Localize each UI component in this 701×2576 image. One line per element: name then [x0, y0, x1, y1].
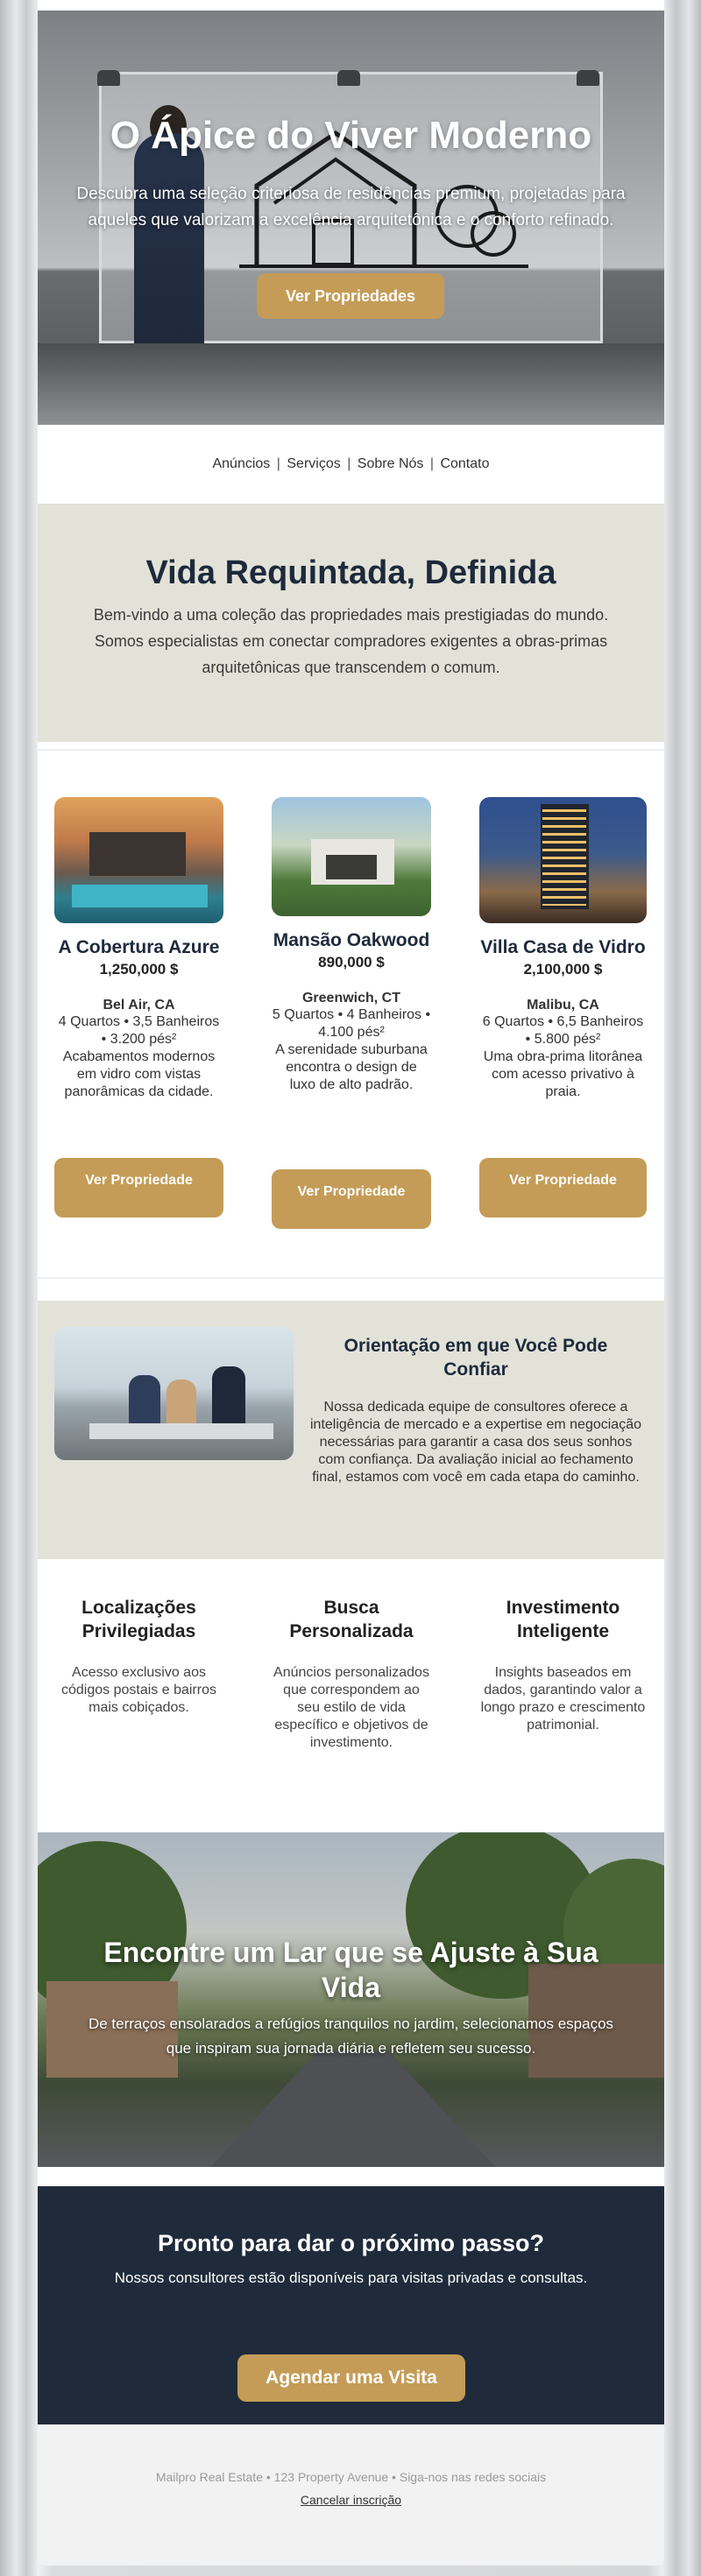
property-location: Malibu, CA: [527, 998, 599, 1013]
property-details: 4 Quartos • 3,5 Banheiros • 3.200 pés²: [58, 1014, 220, 1047]
nav-link-about[interactable]: Sobre Nós: [357, 456, 424, 471]
footer: [38, 2424, 664, 2565]
property-card: [479, 797, 647, 1188]
cta-section: [38, 2186, 664, 2424]
property-location: Bel Air, CA: [103, 998, 175, 1013]
feature-text: Anúncios personalizados que correspondem ao seu estilo de vida específico e objetivos de investimento.: [273, 1665, 429, 1750]
nav-separator: |: [429, 456, 434, 471]
schedule-visit-button[interactable]: Agendar uma Visita: [237, 2354, 465, 2402]
feature-text: Insights baseados em dados, garantindo valor a longo prazo e crescimento patrimonial.: [480, 1665, 646, 1733]
feature-title: Localizações Privilegiadas: [81, 1598, 196, 1641]
property-name: Mansão Oakwood: [273, 930, 430, 950]
intro-title: Vida Requintada, Definida: [145, 554, 556, 591]
nav-link-listings[interactable]: Anúncios: [212, 456, 271, 471]
nav-separator: |: [347, 456, 351, 471]
property-details: 5 Quartos • 4 Banheiros • 4.100 pés²: [272, 1007, 431, 1040]
advice-title: Orientação em que Você Pode Confiar: [343, 1336, 608, 1380]
view-properties-button[interactable]: Ver Propriedades: [257, 273, 444, 319]
feature-column: [54, 1596, 223, 1717]
view-property-button[interactable]: Ver Propriedade: [272, 1169, 431, 1229]
feature-title: Investimento Inteligente: [506, 1598, 620, 1641]
neighborhood-title: Encontre um Lar que se Ajuste à Sua Vida: [103, 1937, 598, 2003]
lamp-icon: [97, 70, 120, 86]
property-details: 6 Quartos • 6,5 Banheiros • 5.800 pés²: [482, 1014, 644, 1047]
property-image-glass-villa[interactable]: [479, 797, 647, 923]
lamp-icon: [577, 70, 599, 86]
property-description: Acabamentos modernos em vidro com vistas panorâmicas da cidade.: [62, 1049, 216, 1099]
property-description: A serenidade suburbana encontra o design de luxo de alto padrão.: [275, 1042, 428, 1092]
intro-section: [38, 504, 664, 742]
section-divider: [38, 749, 664, 751]
feature-text: Acesso exclusivo aos códigos postais e bairros mais cobiçados.: [61, 1665, 216, 1715]
neighborhood-text: De terraços ensolarados a refúgios tranquilos no jardim, selecionamos espaços que inspiram sua jornada diária e refletem seu sucesso.: [88, 2015, 614, 2057]
neighborhood-banner: [38, 1832, 664, 2167]
email-container: [38, 0, 664, 2565]
view-property-button[interactable]: Ver Propriedade: [54, 1158, 223, 1217]
nav-link-contact[interactable]: Contato: [440, 456, 490, 471]
consultants-photo: [54, 1327, 294, 1460]
property-image-oakwood[interactable]: [272, 797, 431, 916]
property-card: [54, 797, 223, 1188]
footer-address: Mailpro Real Estate • 123 Property Avenue • Siga-nos nas redes sociais: [155, 2470, 547, 2484]
nav-link-services[interactable]: Serviços: [287, 456, 341, 471]
property-location: Greenwich, CT: [301, 991, 401, 1006]
hero-subtitle: Descubra uma seleção criteriosa de residências premium, projetadas para aqueles que valorizam a excelência arquitetônica e o conforto refinado.: [76, 185, 626, 229]
advice-section: [38, 1301, 664, 1559]
feature-title: Busca Personalizada: [289, 1598, 414, 1641]
cta-text: Nossos consultores estão disponíveis para visitas privadas e consultas.: [114, 2269, 588, 2286]
hero-floor: [38, 343, 664, 425]
feature-column: [479, 1596, 647, 1734]
feature-column: [272, 1596, 431, 1752]
advice-text: Nossa dedicada equipe de consultores oferece a inteligência de mercado e a expertise em negociação necessárias para garantir a casa dos seus sonhos com confiança. Da avaliação inicial ao fechamento final, estamos com você em cada etapa do caminho.: [309, 1400, 641, 1485]
nav-links: [38, 425, 664, 504]
property-price: 1,250,000 $: [99, 961, 179, 977]
lamp-icon: [337, 70, 360, 86]
view-property-button[interactable]: Ver Propriedade: [479, 1158, 647, 1217]
property-price: 890,000 $: [318, 954, 385, 970]
unsubscribe-link[interactable]: Cancelar inscrição: [300, 2493, 402, 2507]
section-divider: [38, 1277, 664, 1279]
nav-separator: |: [276, 456, 280, 471]
cta-title: Pronto para dar o próximo passo?: [157, 2230, 545, 2256]
property-card: [272, 797, 431, 1199]
street-image: [204, 2051, 502, 2167]
property-name: Villa Casa de Vidro: [480, 937, 646, 957]
property-name: A Cobertura Azure: [58, 937, 220, 957]
intro-text: Bem-vindo a uma coleção das propriedades mais prestigiadas do mundo. Somos especialistas em conectar compradores exigentes a obras-primas arquitetônicas que transcendem o comum.: [93, 606, 609, 676]
hero-title: O Ápice do Viver Moderno: [110, 114, 592, 157]
property-image-azure[interactable]: [54, 797, 223, 923]
property-price: 2,100,000 $: [523, 961, 603, 977]
property-description: Uma obra-prima litorânea com acesso privativo à praia.: [483, 1049, 643, 1099]
